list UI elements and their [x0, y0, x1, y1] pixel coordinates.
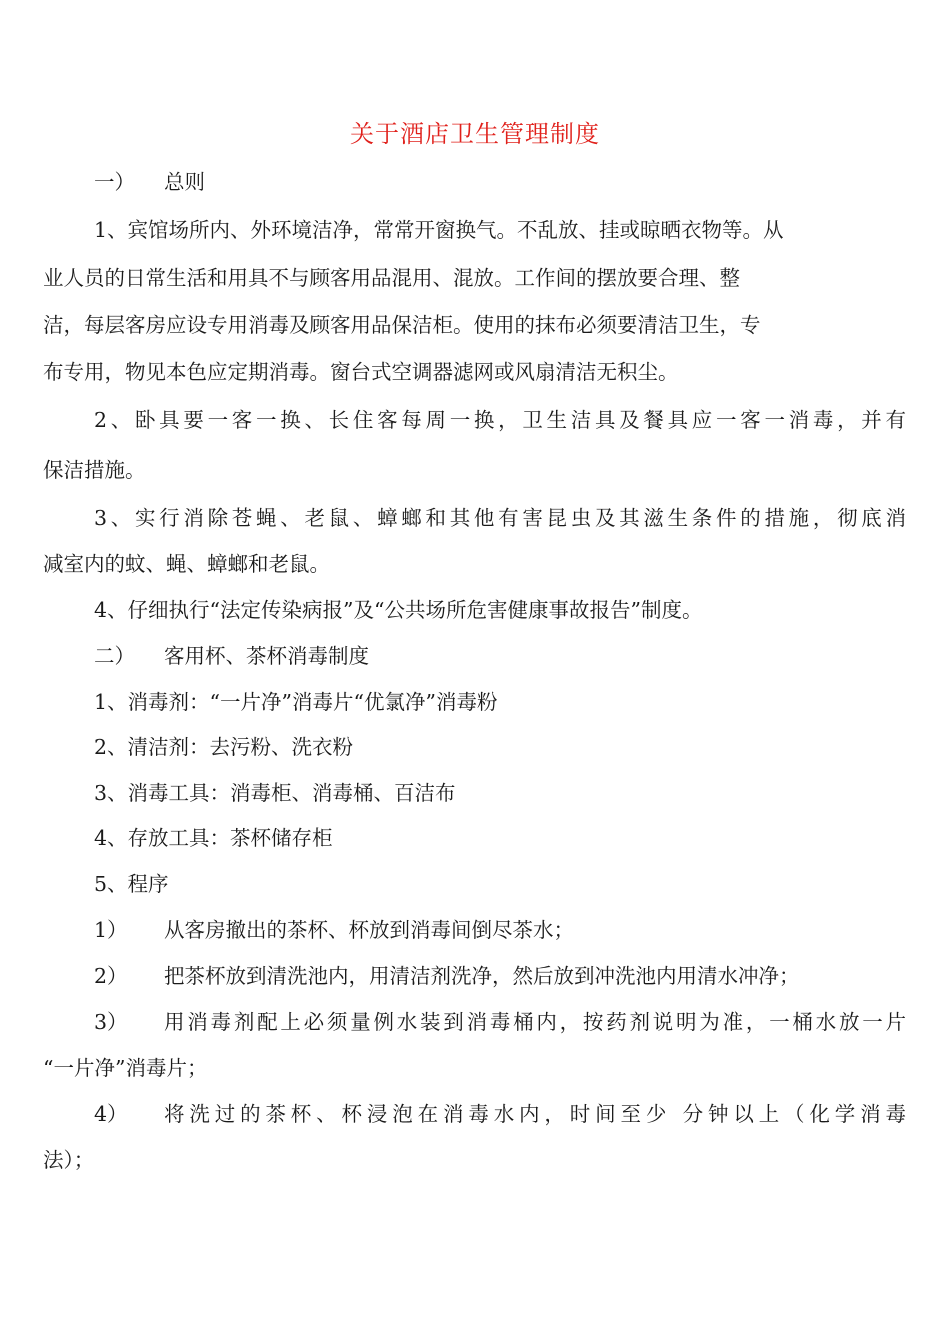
- section-title: 总则: [164, 170, 205, 194]
- step-number: 2）: [94, 964, 128, 988]
- section-title: 客用杯、茶杯消毒制度: [164, 644, 369, 668]
- list-item: 4、存放工具：茶杯储存柜: [94, 826, 333, 850]
- paragraph-line: 1、宾馆场所内、外环境洁净，常常开窗换气。不乱放、挂或晾晒衣物等。从: [94, 218, 784, 242]
- procedure-step: [94, 914, 574, 946]
- section-number: 二）: [94, 644, 135, 668]
- list-item: 1、消毒剂：“一片净”消毒片“优氯净”消毒粉: [94, 690, 498, 714]
- paragraph-line: 洁，每层客房应设专用消毒及顾客用品保洁柜。使用的抹布必须要清洁卫生，专: [43, 313, 761, 337]
- procedure-step: [94, 1098, 906, 1130]
- paragraph-line: 3、实行消除苍蝇、老鼠、蟑螂和其他有害昆虫及其滋生条件的措施，彻底消: [94, 506, 906, 530]
- list-item: 3、消毒工具：消毒柜、消毒桶、百洁布: [94, 781, 456, 805]
- section-heading-cup-disinfection: [94, 640, 369, 672]
- paragraph-line: 业人员的日常生活和用具不与顾客用品混用、混放。工作间的摆放要合理、整: [43, 266, 740, 290]
- list-item: 2、清洁剂：去污粉、洗衣粉: [94, 735, 354, 759]
- paragraph-line: 4、仔细执行“法定传染病报”及“公共场所危害健康事故报告”制度。: [94, 598, 703, 622]
- section-number: 一）: [94, 170, 135, 194]
- step-number: 4）: [94, 1102, 128, 1126]
- document-title: 关于酒店卫生管理制度: [350, 120, 600, 148]
- step-text: 将洗过的茶杯、杯浸泡在消毒水内，时间至少 分钟以上（化学消毒: [164, 1102, 906, 1126]
- paragraph-line: 保洁措施。: [43, 458, 146, 482]
- procedure-step: [94, 960, 800, 992]
- step-number: 1）: [94, 918, 128, 942]
- paragraph-line: “一片净”消毒片；: [43, 1056, 208, 1080]
- paragraph-line: 减室内的蚊、蝇、蟑螂和老鼠。: [43, 552, 330, 576]
- paragraph-line: 布专用，物见本色应定期消毒。窗台式空调器滤网或风扇清洁无积尘。: [43, 360, 679, 384]
- step-text: 用消毒剂配上必须量例水装到消毒桶内，按药剂说明为准，一桶水放一片: [164, 1010, 906, 1034]
- paragraph-line: 2、卧具要一客一换、长住客每周一换，卫生洁具及餐具应一客一消毒，并有: [94, 408, 906, 432]
- step-number: 3）: [94, 1010, 128, 1034]
- section-heading-general: [94, 166, 205, 198]
- list-item: 5、程序: [94, 872, 169, 896]
- step-text: 从客房撤出的茶杯、杯放到消毒间倒尽茶水；: [164, 918, 574, 942]
- procedure-step: [94, 1006, 906, 1038]
- step-text: 把茶杯放到清洗池内，用清洁剂洗净，然后放到冲洗池内用清水冲净；: [164, 964, 800, 988]
- paragraph-line: 法）；: [43, 1148, 95, 1172]
